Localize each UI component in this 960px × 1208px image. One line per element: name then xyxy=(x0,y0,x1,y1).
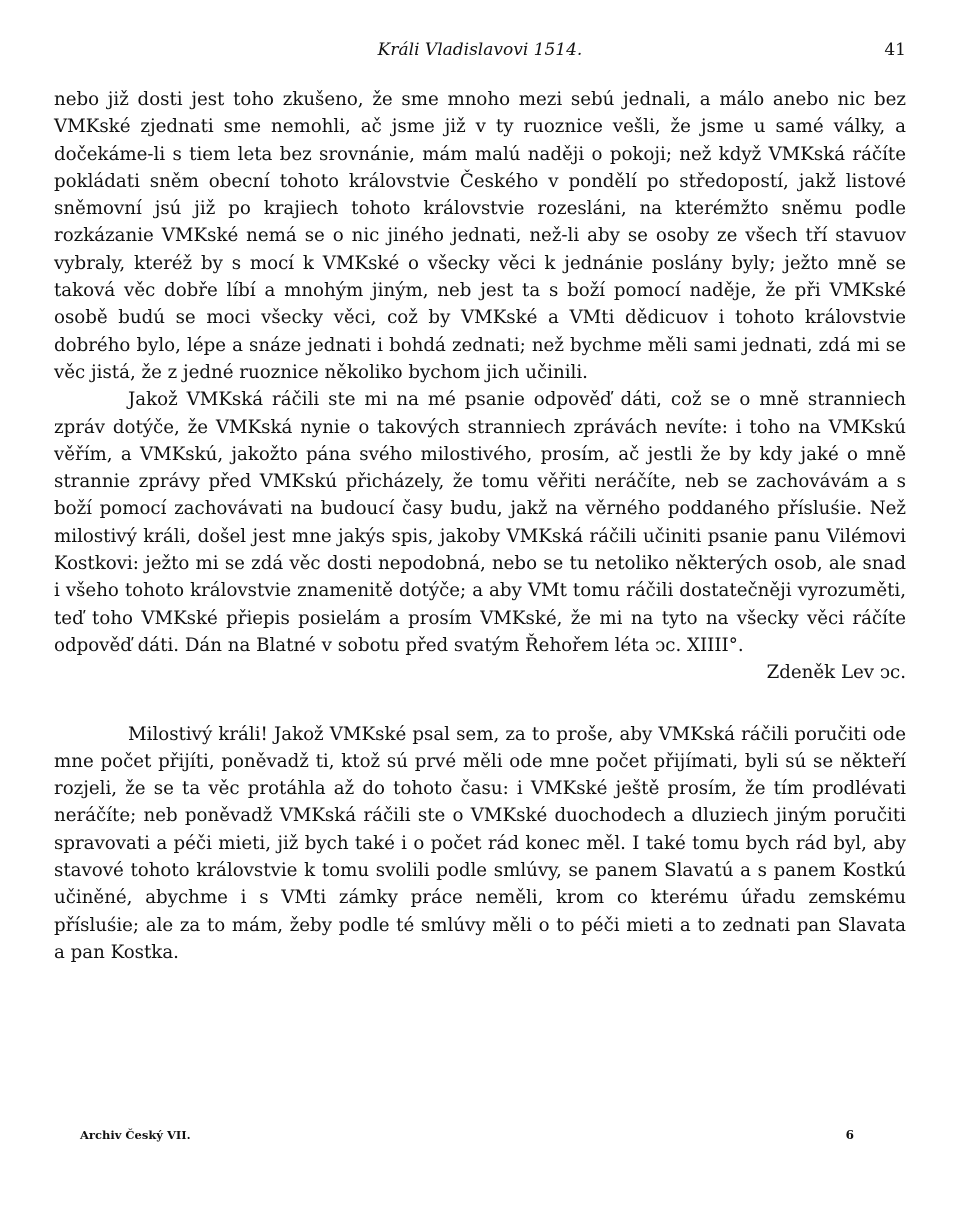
page-footer xyxy=(80,1128,854,1150)
letter-signature: Zdeněk Lev ↄc. xyxy=(766,662,906,684)
running-title: Králi Vladislavovi 1514. xyxy=(377,40,583,60)
page-number: 41 xyxy=(884,40,906,60)
paragraph-reply: Jakož VMKská ráčili ste mi na mé psanie odpověď dáti, což se o mně stranniech zpráv dotýče, že VMKská nynie o takových stranniech zprávách nevíte: i toho na VMKskú věřím, a VMKskú, jakožto pána svého milostivého, prosím, ač jestli že by kdy jaké o mně strannie zprávy před VMKskú přicházely, že tomu věřiti neráčíte, neb se zachovávám a s boží pomocí zachovávati na budoucí časy budu, jakž na věrného poddaného přísluśie. Než milostivý králi, došel jest mne jakýs spis, jakoby VMKská ráčili učiniti psanie panu Vilémovi Kostkovi: ježto mi se zdá věc dosti nepodobná, nebo se tu netoliko některých osob, ale snad i všeho tohoto královstvie znamenitě dotýče; a aby VMt tomu ráčili dostatečněji vyrozuměti, teď toho VMKské přiepis posielám a prosím VMKské, že mi na tyto na všecky věci ráčíte odpověď dáti. Dán na Blatné v sobotu před svatým Řehořem léta ↄc. XIIII°. xyxy=(54,389,906,656)
footer-volume-label: Archiv Český VII. xyxy=(80,1128,191,1142)
paragraph-new-letter: Milostivý králi! Jakož VMKské psal sem, za to proše, aby VMKská ráčili poručiti ode mne počet přijíti, poněvadž ti, ktož sú prvé měli ode mne počet přijímati, byli sú se někteří rozjeli, že se ta věc protáhla až do tohoto času: i VMKské ještě prosím, že tím prodlévati neráčíte; neb poněvadž VMKská ráčili ste o VMKské duochodech a dluziech jiným poručiti spravovati a péči mieti, již bych také i o počet rád konec měl. I také tomu bych rád byl, aby stavové tohoto královstvie k tomu svolili podle smlúvy, se panem Slavatú a s panem Kostkú učiněné, abychme i s VMti zámky práce neměli, krom co kterému úřadu zemskému přísluśie; ale za to mám, žeby podle té smlúvy měli o to péči mieti a to zednati pan Slavata a pan Kostka. xyxy=(54,723,906,963)
footer-signature-mark: 6 xyxy=(845,1128,854,1142)
letter-separator xyxy=(54,687,906,721)
running-header xyxy=(54,40,906,66)
paragraph-continuation: nebo již dosti jest toho zkušeno, že sme mnoho mezi sebú jednali, a málo anebo nic bez VMKské zjednati sme nemohli, ač jsme již v ty ruoznice vešli, že jsme u samé války, a dočekáme-li s tiem leta bez srovnánie, mám malú naději o pokoji; než když VMKská ráčíte pokládati sněm obecní tohoto královstvie Českého v pondělí po středopostí, jakž listové sněmovní jsú již po krajiech tohoto královstvie rozesláni, na kterémžto sněmu podle rozkázanie VMKské nemá se o nic jiného jednati, než-li aby se osoby ze všech tří stavuov vybraly, kteréž by s mocí k VMKské o všecky věci k jednánie poslány byly; ježto mně se taková věc dobře líbí a mnohým jiným, neb jest ta s boží pomocí naděje, že při VMKské osobě budú se moci všecky věci, což by VMKské a VMti dědicuov i tohoto královstvie dobrého bylo, lépe a snáze jednati i bohdá zednati; než bychme měli sami jednati, zdá mi se věc jistá, že z jedné ruoznice několiko bychom jich učinili. xyxy=(54,89,906,383)
body-text xyxy=(54,86,906,966)
